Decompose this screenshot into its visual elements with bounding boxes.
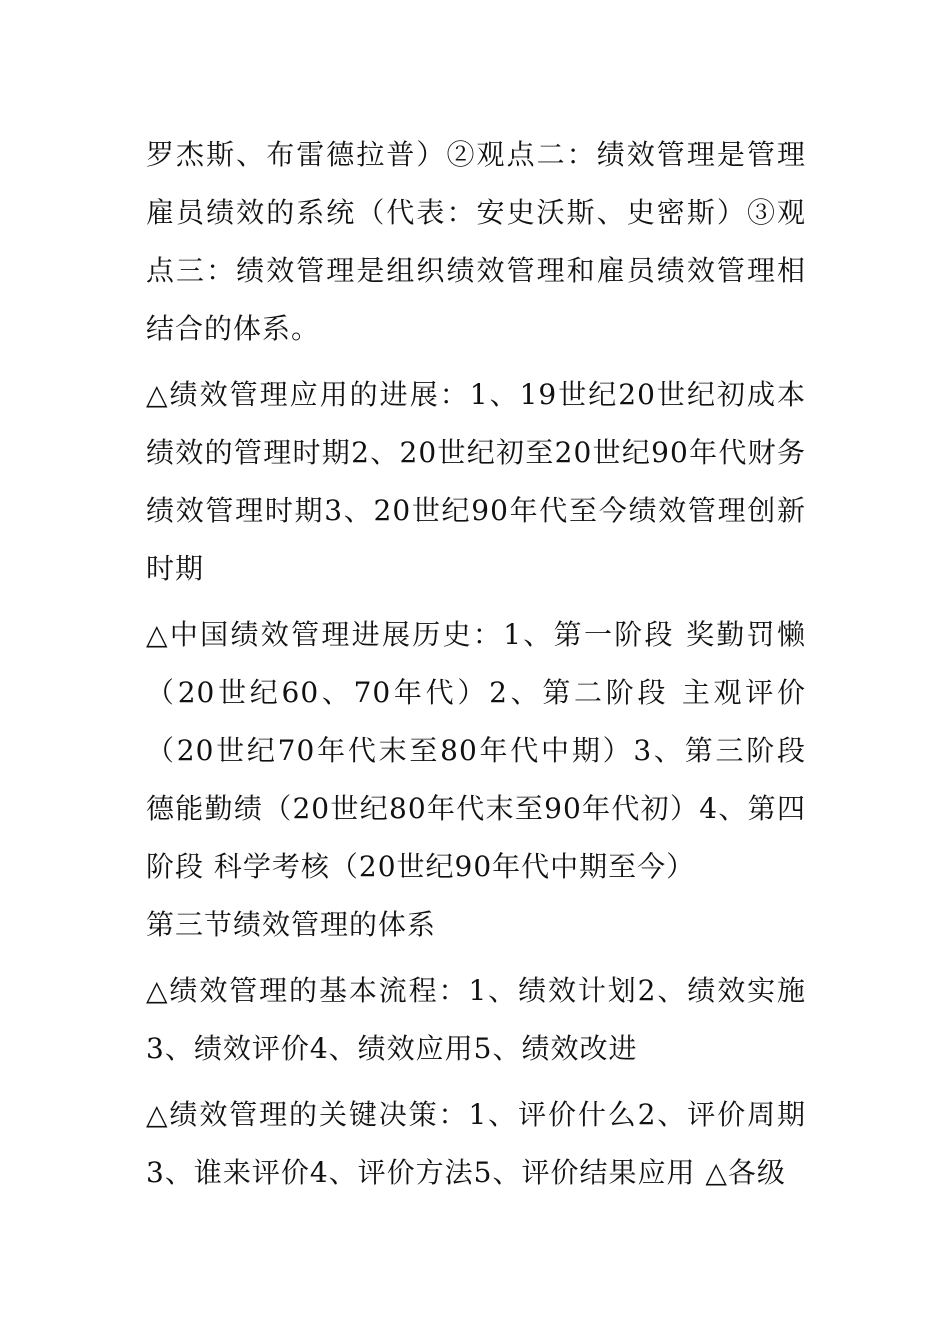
section-heading: 第三节绩效管理的体系 [146,908,437,941]
document-body [146,126,806,1202]
paragraph-application-progress: △绩效管理应用的进展：1、19世纪20世纪初成本绩效的管理时期2、20世纪初至20世纪90年代财务绩效管理时期3、20世纪90年代至今绩效管理创新时期 [146,378,806,585]
paragraph-key-decisions: △绩效管理的关键决策：1、评价什么2、评价周期3、谁来评价4、评价方法5、评价结果应用 △各级 [146,1098,806,1189]
paragraph-performance-views: 罗杰斯、布雷德拉普）②观点二：绩效管理是管理雇员绩效的系统（代表：安史沃斯、史密斯）③观点三：绩效管理是组织绩效管理和雇员绩效管理相结合的体系。 [146,138,806,345]
paragraph-basic-process: △绩效管理的基本流程：1、绩效计划2、绩效实施3、绩效评价4、绩效应用5、绩效改进 [146,974,806,1065]
paragraph-china-history: △中国绩效管理进展历史：1、第一阶段 奖勤罚懒（20世纪60、70年代）2、第二阶段 主观评价（20世纪70年代末至80年代中期）3、第三阶段 德能勤绩（20世纪80年代末至90年代初）4、第四阶段 科学考核（20世纪90年代中期至今） [146,618,806,883]
